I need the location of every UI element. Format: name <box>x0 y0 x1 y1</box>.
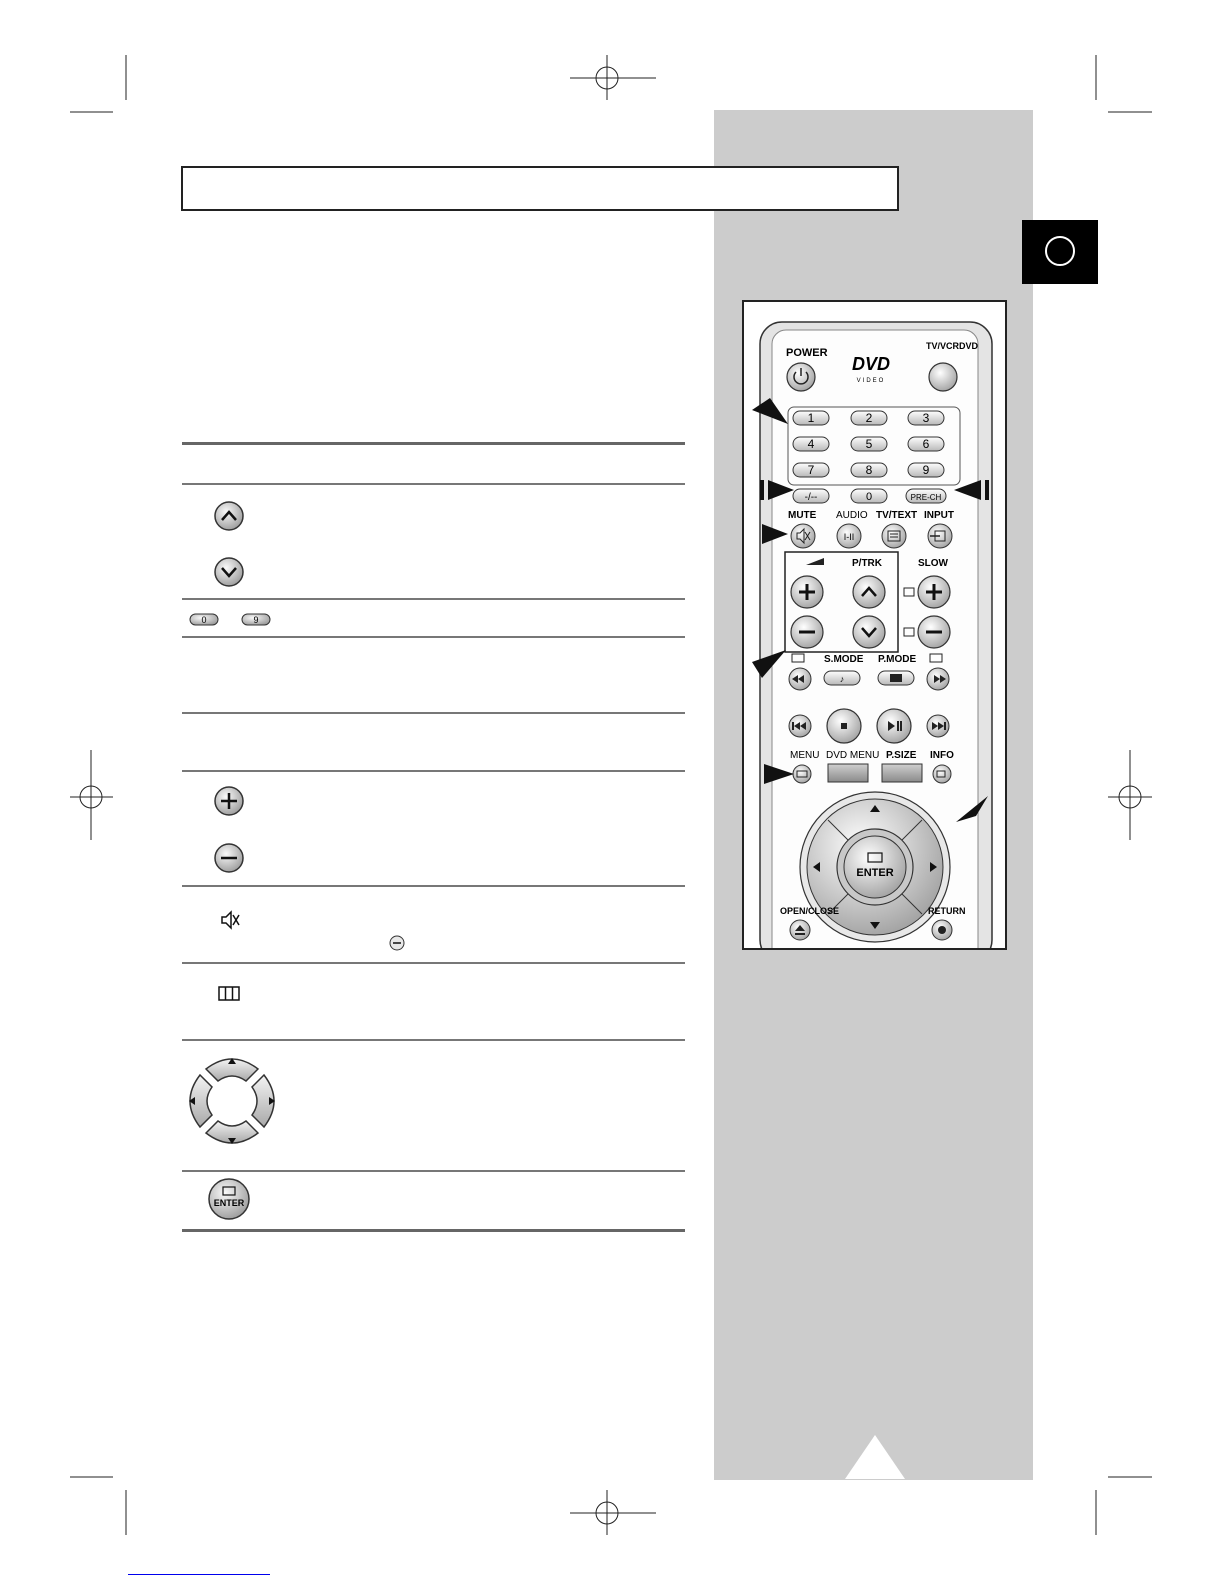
audio-label: AUDIO <box>836 510 868 521</box>
channel-down-icon <box>215 558 243 586</box>
audio-button[interactable] <box>837 524 861 548</box>
number-0-icon <box>190 614 218 625</box>
sound-mode-button[interactable] <box>824 671 860 685</box>
remote-control <box>744 302 1007 950</box>
svg-text:I-II: I-II <box>843 532 855 542</box>
number-label: 4 <box>807 437 815 451</box>
number-label: 3 <box>922 411 930 425</box>
power-button[interactable] <box>787 363 815 391</box>
number-9-icon <box>242 614 270 625</box>
picture-mode-button[interactable] <box>878 671 914 685</box>
svg-text:DVD: DVD <box>851 354 891 374</box>
svg-text:VIDEO: VIDEO <box>856 378 886 384</box>
eject-button[interactable] <box>790 920 810 940</box>
channel-up-button[interactable] <box>853 576 885 608</box>
prech-button[interactable] <box>906 489 946 503</box>
remote-frame <box>742 300 1007 950</box>
table-rule <box>182 483 685 485</box>
input-button[interactable] <box>928 524 952 548</box>
menu-icon <box>219 987 239 1000</box>
number-label: 9 <box>922 463 930 477</box>
enter-icon <box>209 1179 249 1219</box>
slow-label: SLOW <box>918 558 948 569</box>
play-pause-button[interactable] <box>877 709 911 743</box>
number-8-button[interactable] <box>851 463 887 477</box>
number-3-button[interactable] <box>908 411 944 425</box>
mode-toggle-button[interactable] <box>929 363 957 391</box>
svg-text:0: 0 <box>201 615 207 625</box>
open-close-label: OPEN/CLOSE <box>780 906 840 916</box>
table-rule <box>182 442 685 445</box>
svg-text:ENTER: ENTER <box>213 1198 245 1208</box>
number-4-button[interactable] <box>793 437 829 451</box>
slow-plus-button[interactable] <box>918 576 950 608</box>
number-6-button[interactable] <box>908 437 944 451</box>
psize-label: P.SIZE <box>886 750 917 761</box>
page-title-box <box>181 166 899 211</box>
volume-up-icon <box>215 787 243 815</box>
mute-label: MUTE <box>788 510 817 521</box>
number-label: 5 <box>865 437 873 451</box>
ptrk-label: P/TRK <box>852 558 882 569</box>
svg-text:PRE-CH: PRE-CH <box>910 493 942 502</box>
number-2-button[interactable] <box>851 411 887 425</box>
footer-underline <box>128 1574 270 1575</box>
dvd-menu-label: DVD MENU <box>826 750 880 761</box>
enter-button[interactable] <box>837 829 913 905</box>
direction-pad-icon <box>184 1053 280 1149</box>
menu-button[interactable] <box>793 765 811 783</box>
number-label: 2 <box>865 411 873 425</box>
volume-up-button[interactable] <box>791 576 823 608</box>
svg-text:0: 0 <box>865 491 873 503</box>
number-label: 7 <box>807 463 815 477</box>
rewind-button[interactable] <box>789 668 811 690</box>
number-label: 8 <box>865 463 873 477</box>
psize-button[interactable] <box>882 764 922 782</box>
dash-button[interactable] <box>793 489 829 503</box>
volume-down-button[interactable] <box>791 616 823 648</box>
number-label: 6 <box>922 437 930 451</box>
dvd-label: DVD <box>959 341 979 351</box>
page-nav-triangle <box>845 1435 905 1479</box>
small-minus-icon <box>389 935 409 955</box>
slow-minus-button[interactable] <box>918 616 950 648</box>
number-9-button[interactable] <box>908 463 944 477</box>
svg-text:-/--: -/-- <box>804 492 818 503</box>
svg-text:♪: ♪ <box>839 674 845 684</box>
info-button[interactable] <box>933 765 951 783</box>
pmode-label: P.MODE <box>878 654 917 665</box>
smode-label: S.MODE <box>824 654 864 665</box>
input-label: INPUT <box>924 510 954 521</box>
previous-button[interactable] <box>789 715 811 737</box>
stop-button[interactable] <box>827 709 861 743</box>
number-0-button[interactable] <box>851 489 887 503</box>
power-label: POWER <box>786 347 828 359</box>
number-pad <box>793 411 944 477</box>
tv-vcr-label: TV/VCR <box>926 341 960 351</box>
mute-button[interactable] <box>791 524 815 548</box>
mute-icon <box>222 912 239 928</box>
info-label: INFO <box>930 750 954 761</box>
dvd-video-logo <box>852 354 890 384</box>
tv-text-button[interactable] <box>882 524 906 548</box>
next-button[interactable] <box>927 715 949 737</box>
return-button[interactable] <box>932 920 952 940</box>
channel-up-icon <box>215 502 243 530</box>
return-label: RETURN <box>928 906 966 916</box>
dvd-menu-button[interactable] <box>828 764 868 782</box>
svg-text:ENTER: ENTER <box>856 867 894 879</box>
channel-down-button[interactable] <box>853 616 885 648</box>
fast-forward-button[interactable] <box>927 668 949 690</box>
number-label: 1 <box>807 411 815 425</box>
number-1-button[interactable] <box>793 411 829 425</box>
language-tab-circle <box>1045 236 1075 266</box>
number-7-button[interactable] <box>793 463 829 477</box>
number-5-button[interactable] <box>851 437 887 451</box>
tv-text-label: TV/TEXT <box>876 510 918 521</box>
volume-down-icon <box>215 844 243 872</box>
svg-text:9: 9 <box>253 615 259 625</box>
menu-label: MENU <box>790 750 820 761</box>
